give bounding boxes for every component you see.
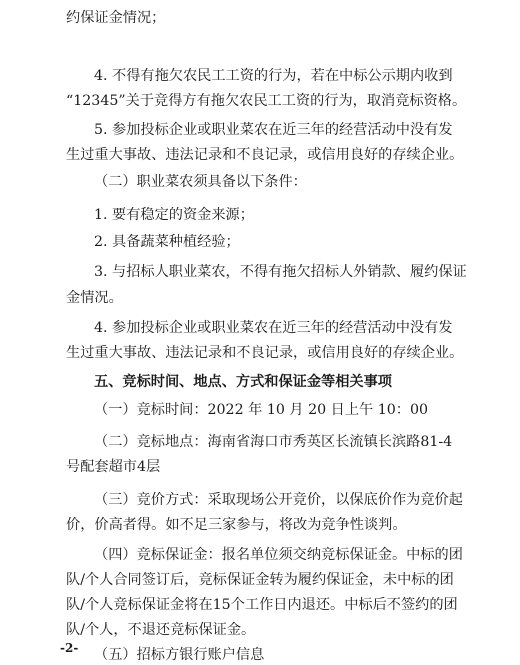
text-line: （二）竞标地点：海南省海口市秀英区长流镇长滨路81-4 [94,434,453,450]
text-line: 生过重大事故、违法记录和不良记录，或信用良好的存续企业。 [66,147,464,163]
text-line: 5. 参加投标企业或职业菜农在近三年的经营活动中没有发 [94,122,453,138]
text-line: 生过重大事故、违法记录和不良记录，或信用良好的存续企业。 [66,345,464,361]
text-line: 1. 要有稳定的资金来源； [94,207,254,223]
text-line: 金情况。 [66,290,123,306]
text-line: （二）职业菜农须具备以下条件： [94,174,307,190]
text-line: （五）招标方银行账户信息 [94,647,265,663]
text-line: 约保证金情况； [66,10,166,26]
text-line: （四）竞标保证金：报名单位须交纳竞标保证金。中标的团 [94,547,463,563]
text-line: “12345”关于竞得方有拖欠农民工工资的行为，取消竞标资格。 [66,93,467,109]
text-line: 队/个人合同签订后，竞标保证金转为履约保证金，未中标的团 [66,572,454,588]
text-line: 价，价高者得。如不足三家参与，将改为竞争性谈判。 [66,517,407,533]
section-heading: 五、竞标时间、地点、方式和保证金等相关事项 [94,374,392,390]
text-line: （三）竞价方式：采取现场公开竞价，以保底价作为竞价起 [94,492,463,508]
text-line: 队/个人，不退还竞标保证金。 [66,622,256,638]
text-line: 3. 与招标人职业菜农，不得有拖欠招标人外销款、履约保证 [94,264,467,280]
text-line: 2. 具备蔬菜种植经验； [94,234,240,250]
text-line: 号配套超市4层 [66,459,161,475]
text-line: （一）竞标时间：2022 年 10 月 20 日上午 10：00 [94,402,429,418]
text-line: 4. 不得有拖欠农民工工资的行为，若在中标公示期内收到 [94,68,453,84]
text-line: 4. 参加投标企业或职业菜农在近三年的经营活动中没有发 [94,320,453,336]
page-number: -2- [60,641,79,655]
text-line: 队/个人竞标保证金将在15个工作日内退还。中标后不签约的团 [66,597,458,613]
